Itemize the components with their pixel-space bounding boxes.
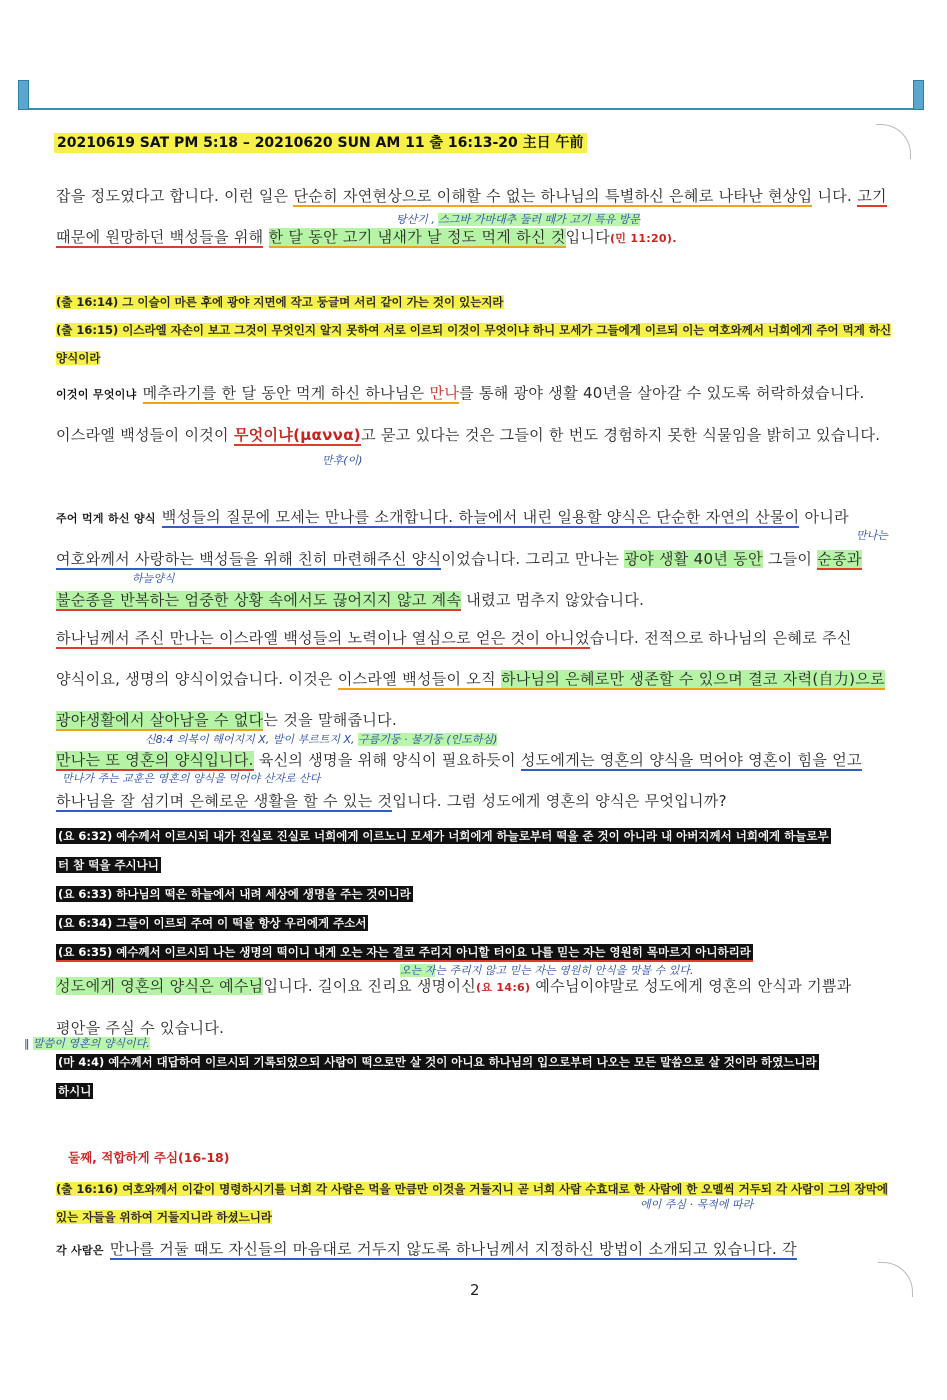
paragraph-2: 이것이 무엇이냐 메추라기를 한 달 동안 먹게 하신 하나님은 만나를 통해 광야 생활 40년을 살아갈 수 있도록 허락하셨습니다. 이스라엘 백성들이 이것이 무엇이냐(μαννα)고 묻고 있다는 것은 그들이 한 번도 경험하지 못한 식물임을 밝히고 있습니다. <box>56 384 881 444</box>
page-top-bar <box>18 80 924 110</box>
handwritten-note: 에이 주심 · 목적에 따라 <box>640 1198 754 1211</box>
verse-jn-6-34: (요 6:34) 그들이 이르되 주여 이 떡을 항상 우리에게 주소서 <box>58 916 367 930</box>
verse-jn-6-33: (요 6:33) 하나님의 떡은 하늘에서 내려 세상에 생명을 주는 것이니라 <box>58 887 411 901</box>
top-left-tab <box>18 80 29 110</box>
paragraph-7: 각 사람은 만나를 거둘 때도 자신들의 마음대로 거두지 않도록 하나님께서 지정하신 방법이 소개되고 있습니다. 각 <box>56 1240 797 1258</box>
page-curl-mark <box>878 1262 913 1297</box>
paragraph-4: 하나님께서 주신 만나는 이스라엘 백성들의 노력이나 열심으로 얻은 것이 아니었습니다. 전적으로 하나님의 은혜로 주신 양식이요, 생명의 양식이었습니다. 이것은 이스라엘 백성들이 오직 하나님의 은혜로만 생존할 수 있으며 결코 자력(自力)으로 광야생활에서 살아남을 수 없다는 것을 말해줍니다. <box>56 629 885 729</box>
underline-span: 단순히 자연현상으로 이해할 수 없는 하나님의 특별하신 은혜로 나타난 현상입 <box>293 187 813 205</box>
paragraph-6: 성도에게 영혼의 양식은 예수님입니다. 길이요 진리요 생명이신(요 14:6) 예수님이야말로 성도에게 영혼의 안식과 기쁨과 평안을 주실 수 있습니다. <box>56 977 852 1037</box>
verse-jn-6-32-cont: 터 참 떡을 주시나니 <box>58 858 159 872</box>
verse-jn-6-32: (요 6:32) 예수께서 이르시되 내가 진실로 진실로 너희에게 이르노니 모세가 너희에게 하늘로부터 떡을 준 것이 아니라 내 아버지께서 너희에게 하늘로부 <box>58 829 829 843</box>
verse-jn-6-35: (요 6:35) 예수께서 이르시되 나는 생명의 떡이니 내게 오는 자는 결코 주리지 아니할 터이요 나를 믿는 자는 영원히 목마르지 아니하리라 <box>56 938 753 966</box>
top-right-tab <box>913 80 924 110</box>
handwritten-note: 오는 자는 주리지 않고 믿는 자는 영원히 안식을 맛볼 수 있다. <box>400 964 694 977</box>
handwritten-note: 신8:4 의복이 해어지지 X, 발이 부르트지 X, 구름기둥 · 불기둥 (인도하심) <box>145 733 498 746</box>
top-rule <box>18 108 924 110</box>
verse-ex-16-16: (출 16:16) 여호와께서 이같이 명령하시기를 너희 각 사람은 먹을 만큼만 이것을 거둘지니 곧 너희 사람 수효대로 한 사람에 한 오멜씩 거두되 각 사람이 그의 장막에 있는 자들을 위하여 거둘지니라 하셨느니라 <box>56 1182 888 1224</box>
handwritten-note: 만나는 <box>856 529 888 542</box>
paragraph-3: 주어 먹게 하신 양식 백성들의 질문에 모세는 만나를 소개합니다. 하늘에서 내린 일용할 양식은 단순한 자연의 산물이 아니라 여호와께서 사랑하는 백성들을 위해 친히 마련해주신 양식이었습니다. 그리고 만나는 광야 생활 40년 동안 그들이 순종과 불순종을 반복하는 엄중한 상황 속에서도 끊어지지 않고 계속 내렸고 멈추지 않았습니다. <box>56 508 862 609</box>
verse-mt-4-4-cont: 하시니 <box>58 1084 92 1098</box>
verse-mt-4-4: (마 4:4) 예수께서 대답하여 이르시되 기록되었으되 사람이 떡으로만 살 것이 아니요 하나님의 입으로부터 나오는 모든 말씀으로 살 것이라 하였느니라 <box>58 1055 817 1069</box>
handwritten-note: ‖ 말씀이 영혼의 양식이다. <box>24 1037 150 1050</box>
handwritten-note: 탕산기 , 스그바 가마대추 둘러 떼가 고기 특유 방문 <box>396 213 640 226</box>
handwritten-note: 하늘양식 <box>132 572 175 585</box>
verse-ex-16-15: (출 16:15) 이스라엘 자손이 보고 그것이 무엇인지 알지 못하여 서로 이르되 이것이 무엇이냐 하니 모세가 그들에게 이르되 이는 여호와께서 너희에게 주어 먹게 하신 양식이라 <box>56 323 892 365</box>
page-number: 2 <box>470 1281 480 1299</box>
header-date-line: 20210619 SAT PM 5:18 – 20210620 SUN AM 11 출 16:13-20 主日 午前 <box>54 133 587 153</box>
bible-ref: (민 11:20). <box>609 232 677 245</box>
handwritten-note: 만나가 주는 교훈은 영혼의 양식을 먹어야 산자로 산다 <box>62 772 321 785</box>
section-heading: 둘째, 적합하게 주심(16-18) <box>68 1150 230 1165</box>
page-curl-mark <box>876 124 911 159</box>
verse-ex-16-14: (출 16:14) 그 이슬이 마른 후에 광야 지면에 작고 둥글며 서리 같이 가는 것이 있는지라 <box>56 295 504 309</box>
handwritten-note: 만후(이) <box>322 454 363 467</box>
bible-ref: (요 14:6) <box>476 981 531 994</box>
paragraph-1: 잡을 정도였다고 합니다. 이런 일은 단순히 자연현상으로 이해할 수 없는 하나님의 특별하신 은혜로 나타난 현상입 니다. 고기 때문에 원망하던 백성들을 위해 한 달 동안 고기 냄새가 날 정도 먹게 하신 것입니다(민 11:20). <box>56 187 887 246</box>
paragraph-5: 만나는 또 영혼의 양식입니다. 육신의 생명을 위해 양식이 필요하듯이 성도에게는 영혼의 양식을 먹어야 영혼이 힘을 얻고 하나님을 잘 섬기며 은혜로운 생활을 할 수 있는 것입니다. 그럼 성도에게 영혼의 양식은 무엇입니까? <box>56 751 862 810</box>
